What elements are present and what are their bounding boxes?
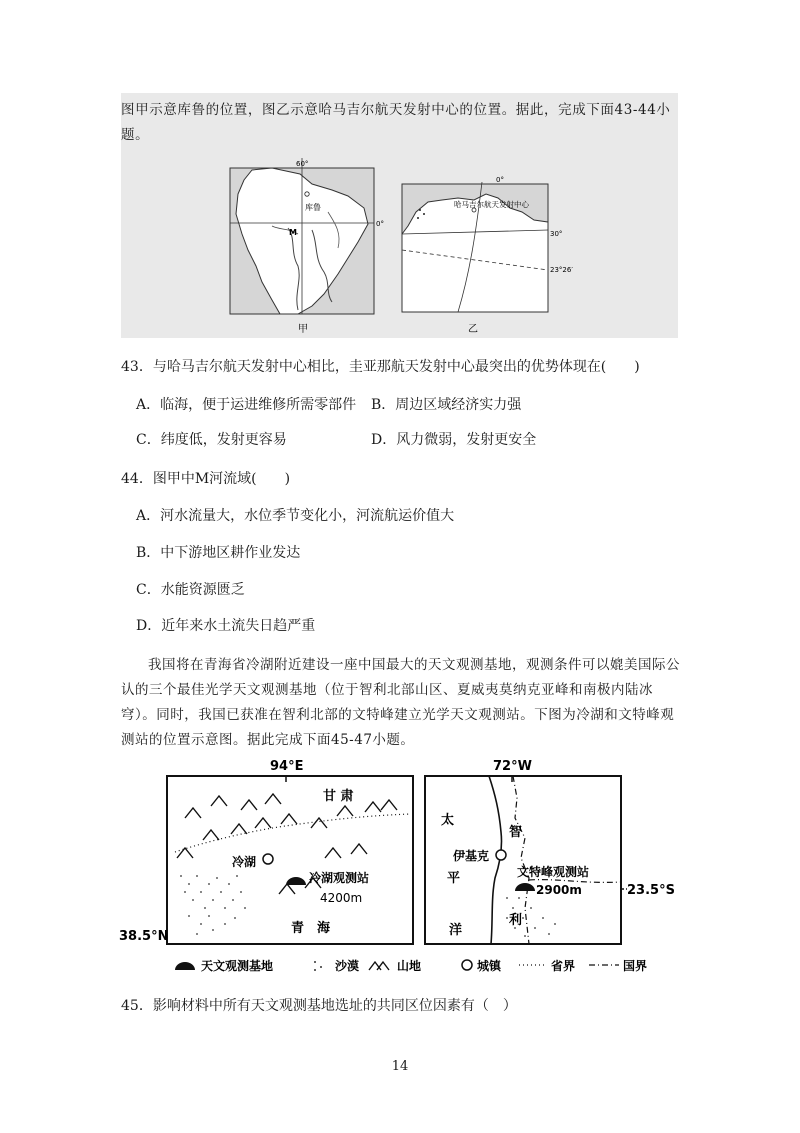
passage: 我国将在青海省冷湖附近建设一座中国最大的天文观测基地，观测条件可以媲美国际公认的三个最佳光学天文观测基地（位于智利北部山区、夏威夷莫纳克亚峰和南极内陆冰穹）。同时，我国已获准在智利北部的文特峰建立光学天文观测站。下图为冷湖和文特峰观测站的位置示意图。据此完成下面45-47小题。 <box>121 657 680 748</box>
map-a-equator-label: 0° <box>376 220 384 228</box>
figure-2 <box>115 758 675 983</box>
lenghu-label: 冷湖 <box>232 855 257 869</box>
pacific-label-1: 太 <box>441 813 455 828</box>
map-b <box>402 176 573 335</box>
map-a <box>230 158 384 335</box>
chile-lat-label: 23.5°S <box>627 883 675 898</box>
pacific-label-3: 洋 <box>449 923 463 938</box>
q43-option-d: D．风力微弱，发射更安全 <box>371 432 537 448</box>
q44-option-d: D．近年来水土流失日趋严重 <box>136 618 316 634</box>
map-b-site-label: 哈马吉尔航天发射中心 <box>454 200 529 209</box>
q43-option-b: B．周边区域经济实力强 <box>371 397 522 413</box>
legend-mountain-label: 山地 <box>397 959 422 973</box>
kourou-dot <box>305 192 309 196</box>
qinghai-label: 青 海 <box>291 921 331 936</box>
map-b-tropic-label: 23°26′ <box>550 266 573 274</box>
ventarrones-elev-label: 2900m <box>536 883 582 897</box>
lenghu-town-circle <box>263 854 273 864</box>
ventarrones-station-label: 文特峰观测站 <box>517 865 590 879</box>
map-b-lat30-label: 30° <box>550 230 563 238</box>
chile-lon-label: 72°W <box>493 759 532 774</box>
legend-mountain-icon <box>369 962 389 970</box>
legend-desert-label: 沙漠 <box>335 959 360 973</box>
map-chile <box>425 759 675 944</box>
legend <box>175 958 647 973</box>
lenghu-lon-label: 94°E <box>270 759 304 774</box>
page-number: 14 <box>391 1059 409 1074</box>
map-a-kourou-label: 库鲁 <box>305 203 321 212</box>
chile-label-1: 智 <box>509 825 523 840</box>
intro-text: 图甲示意库鲁的位置，图乙示意哈马吉尔航天发射中心的位置。据此，完成下面43-44小题。 <box>121 102 671 143</box>
legend-nat-label: 国界 <box>623 959 648 973</box>
q45-stem: 45．影响材料中所有天文观测基地选址的共同区位因素有（ ） <box>121 998 517 1014</box>
q44-stem: 44．图甲中M河流域( ) <box>121 471 291 487</box>
q43-option-a: A．临海，便于运进维修所需零部件 <box>136 397 357 413</box>
legend-prov-label: 省界 <box>551 959 576 973</box>
lenghu-elev-label: 4200m <box>320 891 363 905</box>
figure-1 <box>102 62 682 342</box>
map-b-lon-label: 0° <box>496 176 504 184</box>
lenghu-station-label: 冷湖观测站 <box>309 871 370 885</box>
map-b-caption: 乙 <box>468 324 478 335</box>
map-a-caption: 甲 <box>298 324 308 335</box>
chile-label-2: 利 <box>509 913 523 928</box>
q44-option-a: A．河水流量大，水位季节变化小，河流航运价值大 <box>136 508 455 524</box>
q43-stem: 43．与哈马吉尔航天发射中心相比，圭亚那航天发射中心最突出的优势体现在( ) <box>121 359 640 375</box>
map-lenghu <box>119 759 413 944</box>
pacific-label-2: 平 <box>447 871 461 886</box>
lenghu-lat-label: 38.5°N <box>119 929 169 944</box>
map-a-river-label: M <box>289 228 297 237</box>
legend-base-label: 天文观测基地 <box>201 959 274 973</box>
q44-option-b: B．中下游地区耕作业发达 <box>136 545 301 561</box>
legend-town-label: 城镇 <box>477 959 502 973</box>
q44-option-c: C．水能资源匮乏 <box>136 582 245 598</box>
iquique-label: 伊基克 <box>453 849 490 863</box>
gansu-label: 甘 肃 <box>323 789 354 804</box>
legend-base-icon <box>175 962 195 970</box>
map-a-lat-label: 60° <box>296 160 309 168</box>
q43-option-c: C．纬度低，发射更容易 <box>136 432 287 448</box>
legend-town-icon <box>462 960 472 970</box>
iquique-town-circle <box>496 850 506 860</box>
